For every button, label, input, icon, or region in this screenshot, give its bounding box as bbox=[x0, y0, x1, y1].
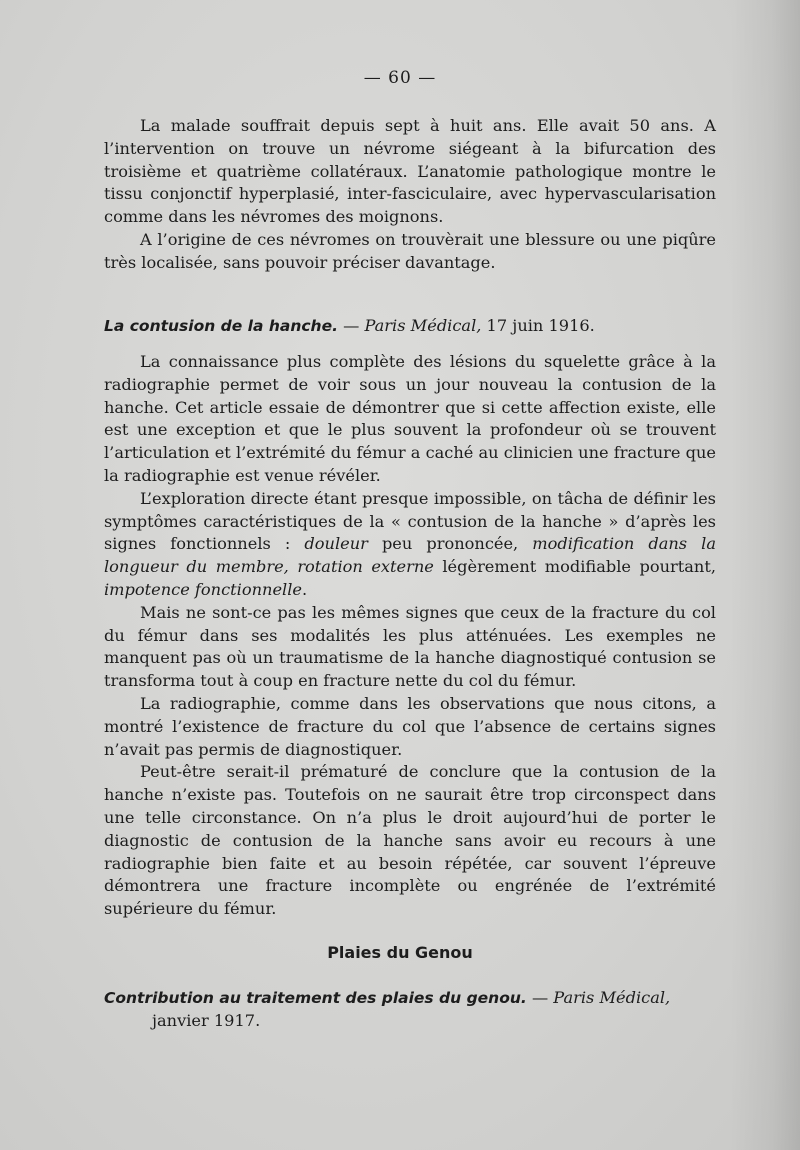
reference-knee-wounds bbox=[104, 987, 719, 1033]
reference-date: janvier 1917. bbox=[152, 1010, 261, 1030]
emphasis-text: impotence fonctionnelle bbox=[104, 579, 302, 599]
intro-text-block bbox=[104, 115, 716, 275]
page-number: — 60 — bbox=[363, 68, 437, 88]
emphasis-text: douleur bbox=[304, 534, 368, 554]
reference-title: La contusion de la hanche. bbox=[104, 317, 338, 335]
paragraph: Peut-être serait-il prématuré de conclure que la contusion de la hanche n’existe pas. Toutefois on ne saurait être trop circonspect dans une telle circonstance. On n’a plus le droit aujourd’hui de porter le diagnostic de contusion de la hanche sans avoir eu recours à une radiographie bien faite et au besoin répétée, car souvent l’épreuve démontrera une fracture incomplète ou engrénée de l’extrémité supérieure du fémur. bbox=[104, 762, 716, 919]
reference-journal: Paris Médical, bbox=[553, 988, 671, 1007]
text-run: L’exploration directe étant presque impossible, on tâcha de définir les symptômes caractéristiques de la « contusion de la hanche » d’après les signes fonctionnels : bbox=[104, 488, 716, 554]
text-run: . bbox=[301, 579, 308, 599]
text-run: légèrement modifiable pourtant, bbox=[433, 557, 716, 577]
reference-separator: — bbox=[526, 988, 554, 1007]
reference-title: Contribution au traitement des plaies du genou. bbox=[104, 989, 527, 1007]
reference-hip-contusion bbox=[104, 315, 719, 338]
reference-date: 17 juin 1916. bbox=[481, 316, 595, 335]
page-edge-shadow bbox=[730, 0, 800, 1150]
paragraph: Mais ne sont-ce pas les mêmes signes que ceux de la fracture du col du fémur dans ses modalités les plus atténuées. Les exemples ne manquent pas où un traumatisme de la hanche diagnostiqué contusion se transforma tout à coup en fracture nette du col du fémur. bbox=[104, 602, 716, 691]
reference-separator: — bbox=[338, 316, 365, 335]
section-heading: Plaies du Genou bbox=[327, 943, 473, 962]
paragraph: A l’origine de ces névromes on trouvèrait une blessure ou une piqûre très localisée, sans pouvoir préciser davantage. bbox=[104, 229, 716, 272]
emphasis-text: modification dans la longueur du membre, rotation externe bbox=[104, 534, 716, 577]
paragraph: La connaissance plus complète des lésions du squelette grâce à la radiographie permet de voir sous un jour nouveau la contusion de la hanche. Cet article essaie de démontrer que si cette affection existe, elle est une exception et que le plus souvent la profondeur où se trouvent l’articulation et l’extrémité du fémur a caché au clinicien une fracture que la radiographie est venue révéler. bbox=[104, 352, 716, 485]
hip-article-text bbox=[104, 351, 716, 921]
paragraph: La radiographie, comme dans les observations que nous citons, a montré l’existence de fracture du col que l’absence de certains signes n’avait pas permis de diagnostiquer. bbox=[104, 693, 716, 759]
paragraph bbox=[104, 488, 716, 602]
paragraph: La malade souffrait depuis sept à huit ans. Elle avait 50 ans. A l’intervention on trouve un névrome siégeant à la bifurcation des troisième et quatrième collatéraux. L’anatomie pathologique montre le tissu conjonctif hyperplasié, inter-fasciculaire, avec hypervascularisation comme dans les névromes des moignons. bbox=[104, 116, 716, 227]
text-run: peu prononcée, bbox=[367, 534, 533, 554]
reference-journal: Paris Médical, bbox=[364, 316, 482, 335]
